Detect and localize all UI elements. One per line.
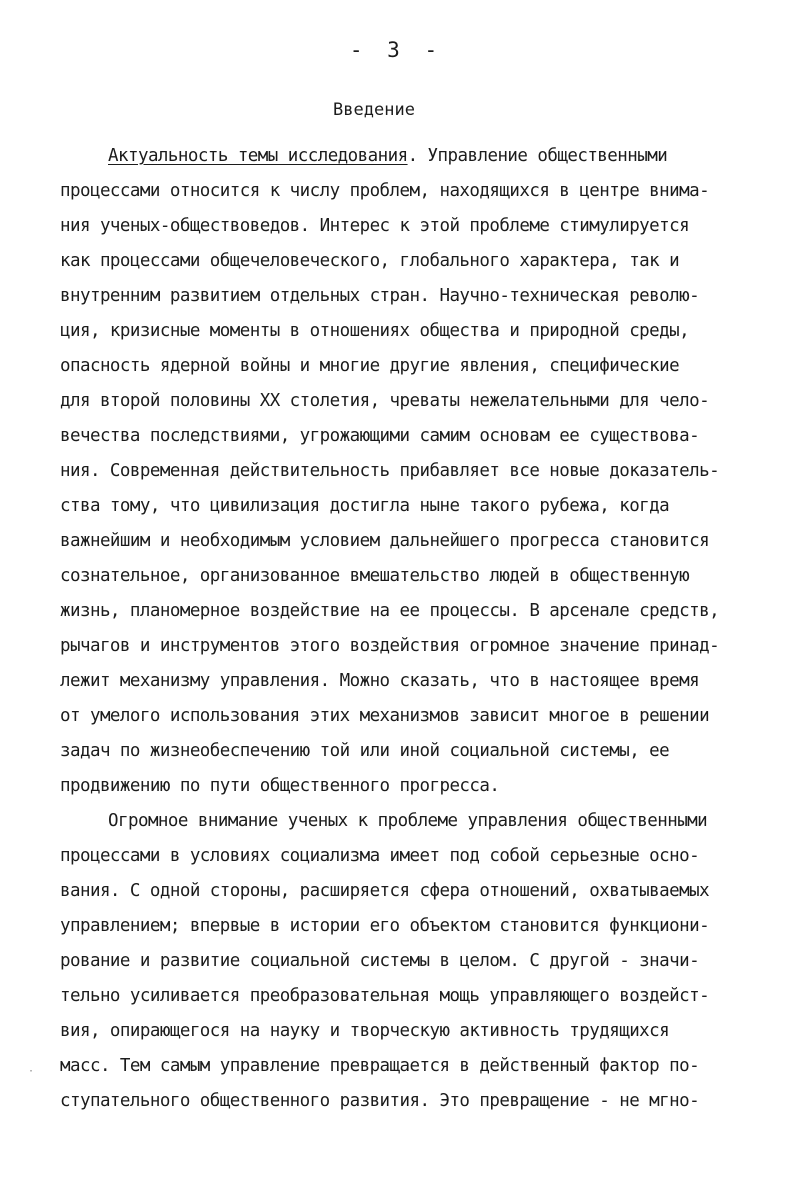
section-heading: Введение	[333, 100, 415, 120]
paragraph-line: вечества последствиями, угрожающими самим основам ее существова-	[60, 426, 700, 446]
paragraph-line: вия, опирающегося на науку и творческую активность трудящихся	[60, 1021, 670, 1041]
paragraph-line: жизнь, планомерное воздействие на ее процессы. В арсенале средств,	[60, 601, 720, 621]
paragraph-line: рычагов и инструментов этого воздействия огромное значение принад-	[60, 636, 720, 656]
paragraph-line: задач по жизнеобеспечению той или иной социальной системы, ее	[60, 741, 670, 761]
paragraph-line: внутренним развитием отдельных стран. Научно-техническая револю-	[60, 286, 700, 306]
paragraph-line: процессами относится к числу проблем, находящихся в центре внима-	[60, 181, 710, 201]
paragraph-line: управлением; впервые в истории его объектом становится функциони-	[60, 916, 710, 936]
paragraph-line: ния ученых-обществоведов. Интерес к этой проблеме стимулируется	[60, 216, 690, 236]
paragraph-line: лежит механизму управления. Можно сказать, что в настоящее время	[60, 671, 700, 691]
paragraph-line: важнейшим и необходимым условием дальнейшего прогресса становится	[60, 531, 710, 551]
paragraph-line: рование и развитие социальной системы в целом. С другой - значи-	[60, 951, 700, 971]
page-number: - 3 -	[349, 38, 444, 62]
paragraph-line: процессами в условиях социализма имеет под собой серьезные осно-	[60, 846, 700, 866]
paragraph-line: тельно усиливается преобразовательная мощь управляющего воздейст-	[60, 986, 710, 1006]
paragraph-line: продвижению по пути общественного прогресса.	[60, 776, 500, 796]
paragraph-line: Огромное внимание ученых к проблеме управления общественными	[108, 811, 708, 831]
paragraph-line: сознательное, организованное вмешательство людей в общественную	[60, 566, 690, 586]
paragraph-line: опасность ядерной войны и многие другие явления, специфические	[60, 356, 680, 376]
paragraph-line: масс. Тем самым управление превращается в действенный фактор по-	[60, 1056, 700, 1076]
paragraph-line: ства тому, что цивилизация достигла ныне такого рубежа, когда	[60, 496, 670, 516]
paragraph-line: Актуальность темы исследования. Управление общественными	[108, 146, 668, 166]
paragraph-line: ния. Современная действительность прибавляет все новые доказатель-	[60, 461, 720, 481]
topic-relevance-label: Актуальность темы исследования	[108, 146, 408, 166]
paragraph-line: от умелого использования этих механизмов зависит многое в решении	[60, 706, 710, 726]
paragraph-line: ступательного общественного развития. Это превращение - не мгно-	[60, 1091, 700, 1111]
scan-speck-mark: ·	[28, 1066, 35, 1077]
paragraph-line: как процессами общечеловеческого, глобального характера, так и	[60, 251, 680, 271]
paragraph-line: ция, кризисные моменты в отношениях общества и природной среды,	[60, 321, 690, 341]
paragraph-line: для второй половины XX столетия, чреваты нежелательными для чело-	[60, 391, 710, 411]
paragraph-line: вания. С одной стороны, расширяется сфера отношений, охватываемых	[60, 881, 710, 901]
